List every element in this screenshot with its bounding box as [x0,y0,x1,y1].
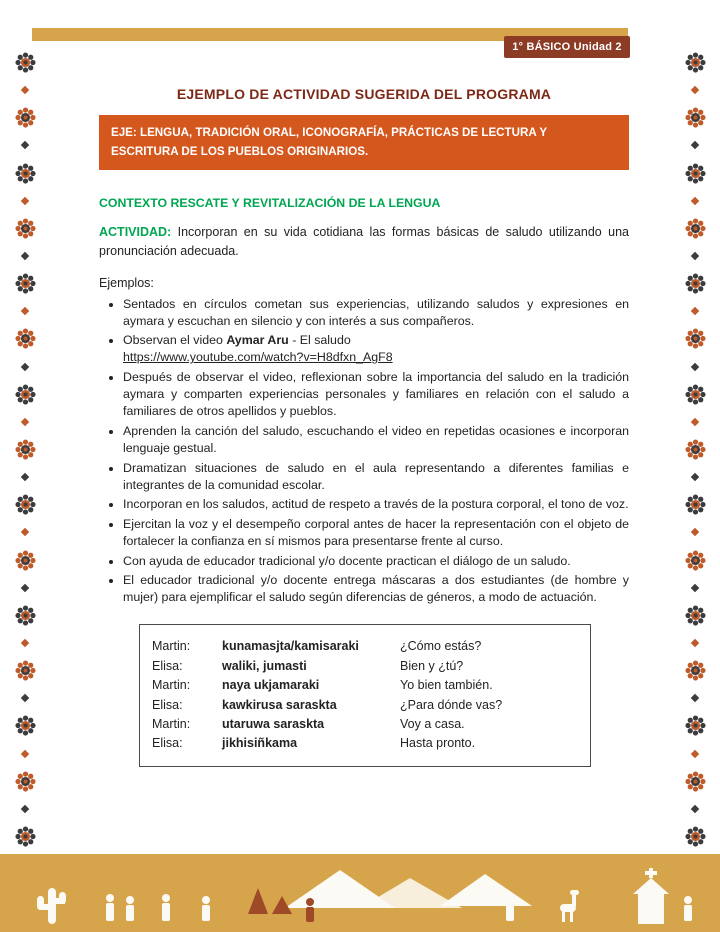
andean-medallion-icon [15,107,36,128]
diamond-connector-icon [691,362,699,370]
activity-text: Incorporan en su vida cotidiana las formas básicas de saludo utilizando una pronunciación adecuada. [99,225,629,258]
andean-medallion-icon [15,52,36,73]
andean-medallion-icon [685,826,706,847]
examples-list [99,296,629,607]
dialogue-table [139,624,591,766]
andean-medallion-icon [685,273,706,294]
andean-medallion-icon [685,163,706,184]
andean-medallion-icon [15,826,36,847]
diamond-connector-icon [21,362,29,370]
activity-paragraph [99,223,629,261]
context-heading: CONTEXTO RESCATE Y REVITALIZACIÓN DE LA LENGUA [99,196,441,211]
andean-medallion-icon [685,660,706,681]
bullet-text: Ejercitan la voz y el desempeño corporal antes de hacer la representación con el objeto de fortalecer la confianza en sí mismos para presentarse frente al curso. [123,516,629,549]
diamond-connector-icon [21,749,29,757]
diamond-connector-icon [691,694,699,702]
video-title: Aymar Aru [226,333,289,348]
diamond-connector-icon [691,86,699,94]
bullet-text: Después de observar el video, reflexionan sobre la importancia del saludo en la tradición aymara y comparten experiencias personales y familiares en relación con el saludo a familiares de otros apellidos y pueblos. [123,370,629,419]
diamond-connector-icon [691,473,699,481]
andean-medallion-icon [685,605,706,626]
andean-medallion-icon [685,439,706,460]
andean-medallion-icon [15,163,36,184]
list-item [123,496,629,513]
list-item [123,369,629,420]
spanish-translation: ¿Para dónde vas? [400,697,503,712]
andean-landscape-illustration [0,854,720,932]
andean-medallion-icon [15,494,36,515]
diamond-connector-icon [21,252,29,260]
diamond-connector-icon [691,528,699,536]
aymara-phrase: waliki, jumasti [222,658,307,673]
diamond-connector-icon [691,196,699,204]
aymara-phrase: jikhisiñkama [222,736,298,751]
bullet-text: Aprenden la canción del saludo, escuchando el video en repetidas ocasiones e incorporan lenguaje gestual. [123,423,629,455]
table-row [152,715,580,734]
aymara-phrase: utaruwa saraskta [222,716,325,731]
examples-label: Ejemplos: [99,275,154,290]
right-ornament-border [680,52,710,847]
andean-medallion-icon [15,605,36,626]
list-item [123,572,629,606]
table-row [152,696,580,715]
diamond-connector-icon [691,749,699,757]
activity-label: ACTIVIDAD: [99,225,172,240]
andean-medallion-icon [15,660,36,681]
bullet-text: El educador tradicional y/o docente entrega máscaras a dos estudiantes (de hombre y mujer) para ejemplificar el saludo según diferencias de géneros, a modo de actuación. [123,573,629,605]
andean-medallion-icon [15,384,36,405]
diamond-connector-icon [21,418,29,426]
bullet-text: Dramatizan situaciones de saludo en el aula representando a diferentes familias e integrantes de la comunidad escolar. [123,460,629,492]
speaker-label: Elisa: [152,658,183,673]
speaker-label: Martin: [152,716,191,731]
table-row [152,657,580,676]
list-item [123,423,629,457]
speaker-label: Elisa: [152,736,183,751]
page-title: EJEMPLO DE ACTIVIDAD SUGERIDA DEL PROGRAMA [176,86,552,102]
andean-medallion-icon [15,550,36,571]
spanish-translation: Hasta pronto. [400,736,476,751]
diamond-connector-icon [21,473,29,481]
table-row [152,676,580,695]
table-row [152,637,580,656]
speaker-label: Martin: [152,678,191,693]
diamond-connector-icon [21,307,29,315]
andean-medallion-icon [685,328,706,349]
unit-badge: 1° BÁSICO Unidad 2 [504,36,630,58]
andean-medallion-icon [15,771,36,792]
speaker-label: Elisa: [152,697,183,712]
speaker-label: Martin: [152,639,191,654]
bullet-text: Sentados en círculos cometan sus experiencias, utilizando saludos y expresiones en aymara y escuchan en silencio y con interés a sus compañeros. [123,296,629,328]
diamond-connector-icon [21,141,29,149]
diamond-connector-icon [691,583,699,591]
andean-medallion-icon [685,107,706,128]
spanish-translation: Bien y ¿tú? [400,658,464,673]
diamond-connector-icon [691,418,699,426]
andean-medallion-icon [685,384,706,405]
andean-medallion-icon [15,218,36,239]
diamond-connector-icon [21,196,29,204]
diamond-connector-icon [691,805,699,813]
bullet-text: - El saludo [288,333,351,348]
spanish-translation: ¿Cómo estás? [400,639,482,654]
diamond-connector-icon [691,252,699,260]
bullet-text: Con ayuda de educador tradicional y/o docente practican el diálogo de un saludo. [123,553,571,568]
diamond-connector-icon [21,805,29,813]
spanish-translation: Voy a casa. [400,716,465,731]
andean-medallion-icon [15,715,36,736]
diamond-connector-icon [691,141,699,149]
andean-medallion-icon [685,218,706,239]
diamond-connector-icon [21,86,29,94]
list-item [123,553,629,570]
diamond-connector-icon [21,528,29,536]
aymara-phrase: kawkirusa saraskta [222,697,337,712]
andean-medallion-icon [15,439,36,460]
andean-medallion-icon [15,328,36,349]
aymara-phrase: kunamasjta/kamisaraki [222,639,359,654]
diamond-connector-icon [691,639,699,647]
andean-medallion-icon [685,494,706,515]
list-item-video [123,332,629,366]
andean-medallion-icon [685,52,706,73]
bottom-band [0,854,720,932]
diamond-connector-icon [21,694,29,702]
spanish-translation: Yo bien también. [400,678,493,693]
document-body [99,86,629,767]
andean-medallion-icon [685,550,706,571]
aymara-phrase: naya ukjamaraki [222,678,320,693]
bullet-text: Incorporan en los saludos, actitud de respeto a través de la postura corporal, el tono de voz. [123,497,629,512]
andean-medallion-icon [685,715,706,736]
andean-medallion-icon [685,771,706,792]
bullet-text: Observan el video [123,333,227,348]
diamond-connector-icon [21,583,29,591]
table-row [152,734,580,753]
list-item [123,516,629,550]
diamond-connector-icon [21,639,29,647]
andean-medallion-icon [15,273,36,294]
eje-banner: EJE: LENGUA, TRADICIÓN ORAL, ICONOGRAFÍA, PRÁCTICAS DE LECTURA Y ESCRITURA DE LOS PUEBLOS ORIGINARIOS. [99,115,629,170]
list-item [123,296,629,330]
diamond-connector-icon [691,307,699,315]
list-item [123,460,629,494]
left-ornament-border [10,52,40,847]
youtube-link[interactable]: https://www.youtube.com/watch?v=H8dfxn_AgF8 [123,350,393,365]
